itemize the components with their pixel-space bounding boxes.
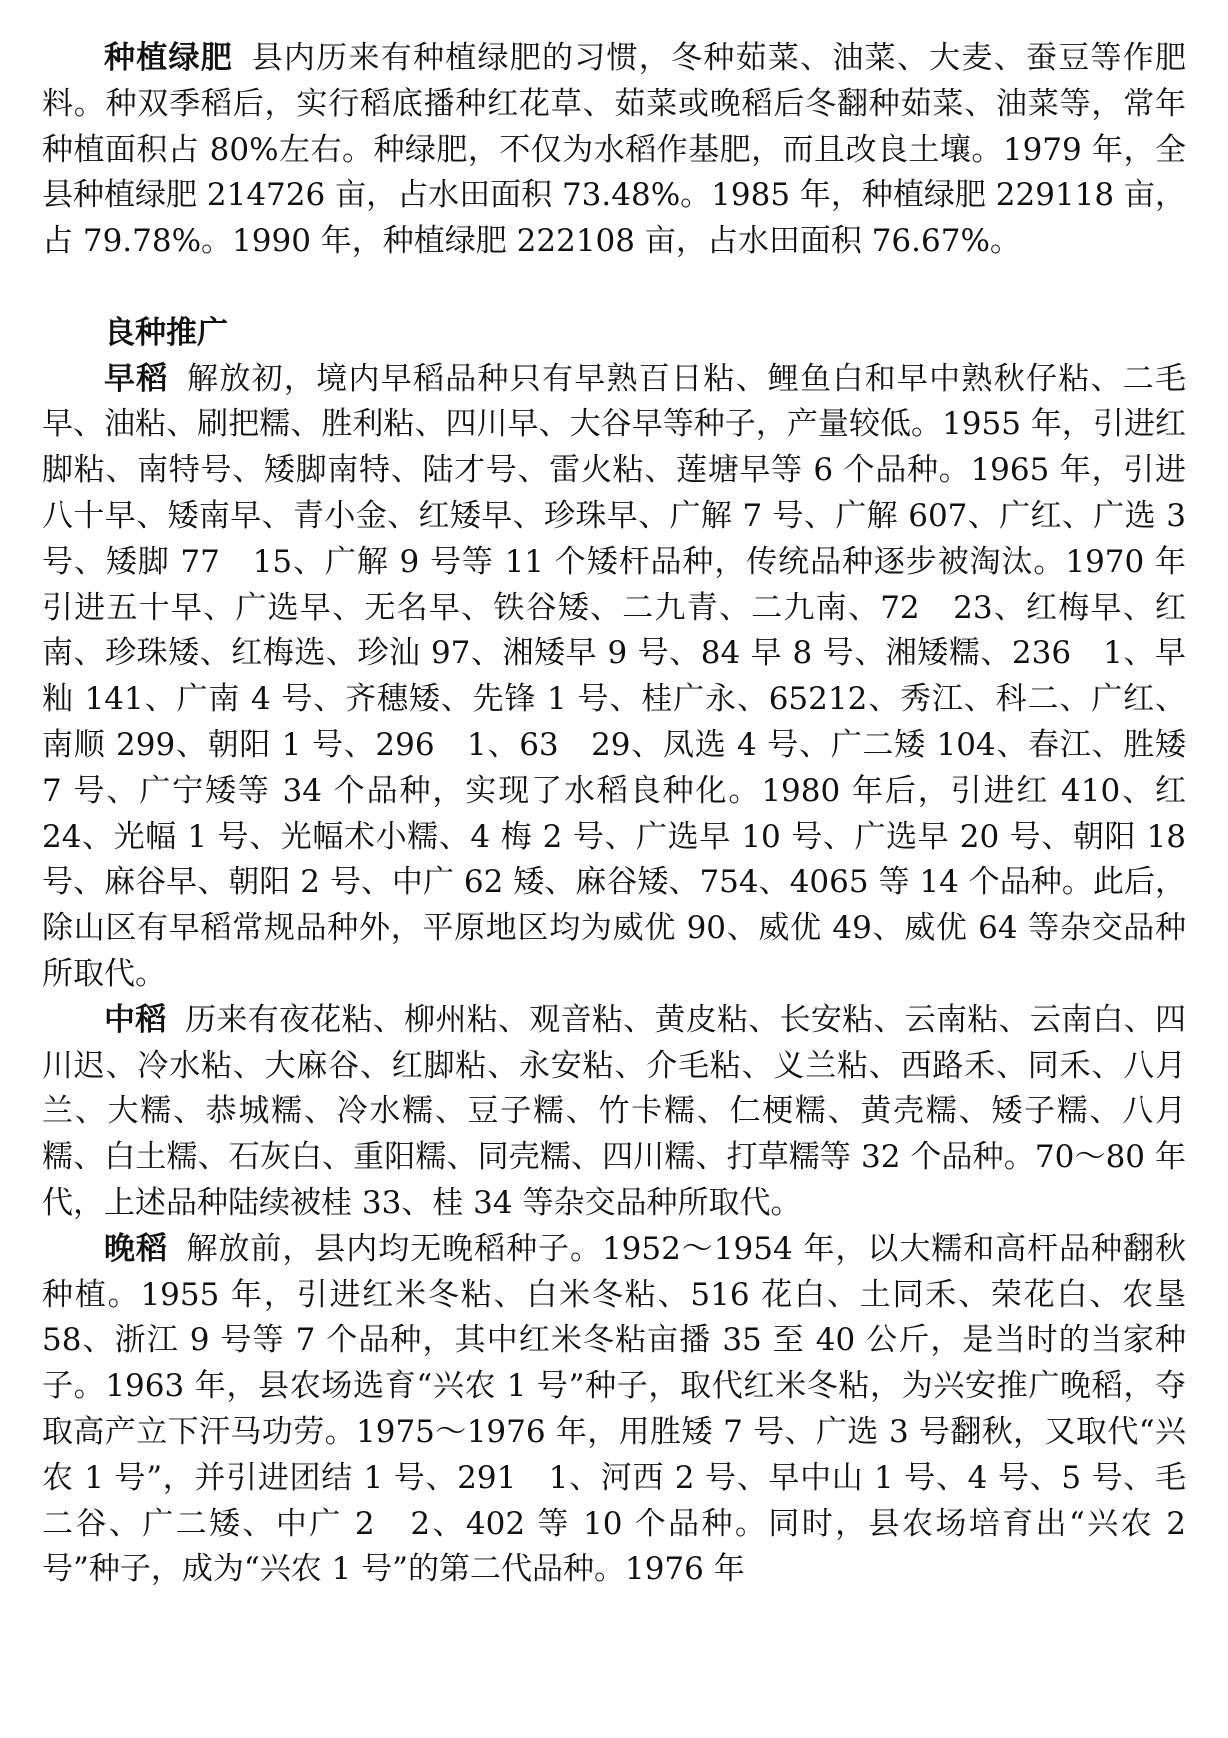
late-rice-text: 解放前，县内均无晚稻种子。1952～1954 年，以大糯和高杆品种翻秋种植。1955 年，引进红米冬粘、白米冬粘、516 花白、土同禾、荣花白、农垦 58、浙江 9 号等 7 个品种，其中红米冬粘亩播 35 至 40 公斤，是当时的当家种子。1963 年，县农场选育“兴农 1 号”种子，取代红米冬粘，为兴安推广晚稻，夺取高产立下汗马功劳。1975～1976 年，用胜矮 7 号、广选 3 号翻秋，又取代“兴农 1 号”，并引进团结 1 号、291 1、河西 2 号、早中山 1 号、4 号、5 号、毛二谷、广二矮、中广 2 2、402 等 10 个品种。同时，县农场培育出“兴农 2 号”种子，成为“兴农 1 号”的第二代品种。1976 年 (42, 1230, 1187, 1588)
early-rice-heading: 早稻 (104, 360, 169, 397)
middle-rice-paragraph (42, 998, 1186, 1227)
early-rice-text: 解放初，境内早稻品种只有早熟百日粘、鲤鱼白和早中熟秋仔粘、二毛早、油粘、刷把糯、胜利粘、四川早、大谷早等种子，产量较低。1955 年，引进红脚粘、南特号、矮脚南特、陆才号、雷火粘、莲塘早等 6 个品种。1965 年，引进八十早、矮南早、青小金、红矮早、珍珠早、广解 7 号、广解 607、广红、广选 3 号、矮脚 77 15、广解 9 号等 11 个矮杆品种，传统品种逐步被淘汰。1970 年引进五十早、广选早、无名早、铁谷矮、二九青、二九南、72 23、红梅早、红南、珍珠矮、红梅选、珍汕 97、湘矮早 9 号、84 早 8 号、湘矮糯、236 1、早籼 141、广南 4 号、齐穗矮、先锋 1 号、桂广永、65212、秀江、科二、广红、南顺 299、朝阳 1 号、296 1、63 29、凤选 4 号、广二矮 104、春江、胜矮 7 号、广宁矮等 34 个品种，实现了水稻良种化。1980 年后，引进红 410、红 24、光幅 1 号、光幅术小糯、4 梅 2 号、广选早 10 号、广选早 20 号、朝阳 18 号、麻谷早、朝阳 2 号、中广 62 矮、麻谷矮、754、4065 等 14 个品种。此后，除山区有早稻常规品种外，平原地区均为威优 90、威优 49、威优 64 等杂交品种所取代。 (42, 360, 1187, 992)
early-rice-paragraph (42, 357, 1186, 998)
late-rice-heading: 晚稻 (104, 1230, 168, 1267)
paragraph-gap (42, 265, 1186, 311)
late-rice-paragraph (42, 1227, 1186, 1593)
green-manure-text: 县内历来有种植绿肥的习惯，冬种茹菜、油菜、大麦、蚕豆等作肥料。种双季稻后，实行稻底播种红花草、茹菜或晚稻后冬翻种茹菜、油菜等，常年种植面积占 80%左右。种绿肥，不仅为水稻作基肥，而且改良土壤。1979 年，全县种植绿肥 214726 亩，占水田面积 73.48%。1985 年，种植绿肥 229118 亩，占 79.78%。1990 年，种植绿肥 222108 亩，占水田面积 76.67%。 (42, 40, 1187, 260)
green-manure-heading: 种植绿肥 (104, 40, 234, 76)
middle-rice-heading: 中稻 (104, 1001, 167, 1038)
middle-rice-text: 历来有夜花粘、柳州粘、观音粘、黄皮粘、长安粘、云南粘、云南白、四川迟、冷水粘、大麻谷、红脚粘、永安粘、介毛粘、义兰粘、西路禾、同禾、八月兰、大糯、恭城糯、冷水糯、豆子糯、竹卡糯、仁梗糯、黄壳糯、矮子糯、八月糯、白土糯、石灰白、重阳糯、同壳糯、四川糯、打草糯等 32 个品种。70～80 年代，上述品种陆续被桂 33、桂 34 等杂交品种所取代。 (42, 1001, 1187, 1221)
green-manure-paragraph (42, 36, 1186, 265)
seed-promotion-title: 良种推广 (104, 314, 228, 351)
